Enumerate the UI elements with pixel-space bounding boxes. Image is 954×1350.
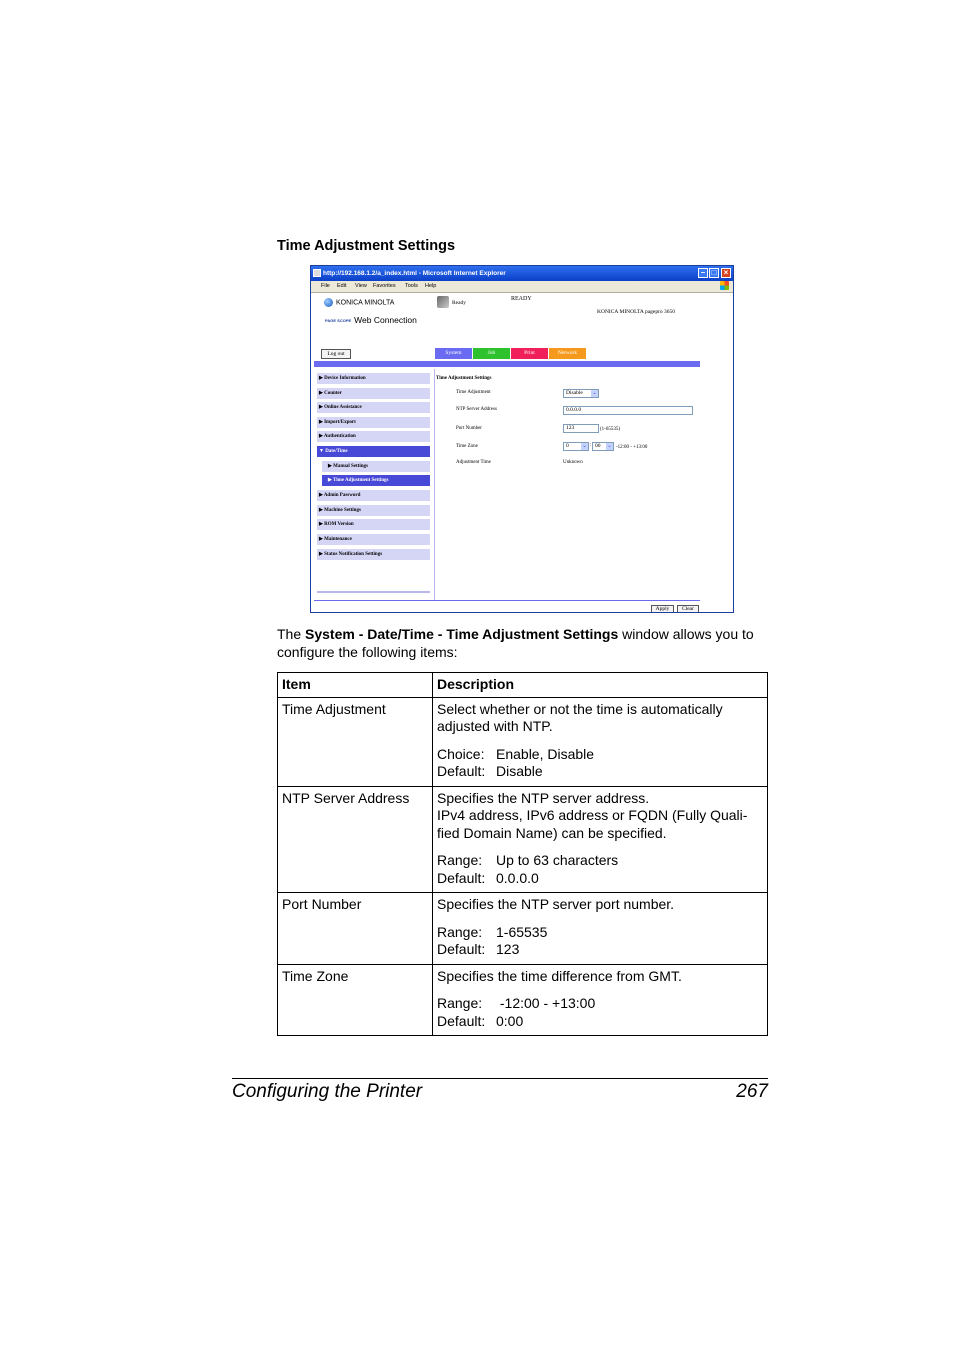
menu-view[interactable]: View xyxy=(355,283,367,289)
brand-name: KONICA MINOLTA xyxy=(336,299,395,307)
tab-print[interactable]: Print xyxy=(511,348,548,359)
menu-bar xyxy=(311,281,733,293)
description-text: Select whether or not the time is automatically adjusted with NTP. xyxy=(437,700,723,734)
web-connection-logo xyxy=(325,315,417,325)
sidebar-item-admin-password[interactable]: ▶ Admin Password xyxy=(317,490,430,501)
ie-icon xyxy=(313,269,321,277)
description-text: IPv4 address, IPv6 address or FQDN (Fully Quali-fied Domain Name) can be specified. xyxy=(437,807,748,841)
sidebar-item-rom-version[interactable]: ▶ ROM Version xyxy=(317,519,430,530)
label-ntp-server: NTP Server Address xyxy=(456,407,497,412)
port-range-hint: (1-65535) xyxy=(600,427,620,432)
sidebar-item-device-information[interactable]: ▶ Device Information xyxy=(317,373,430,384)
pagescope-badge: PAGE SCOPE xyxy=(325,317,352,323)
tab-job[interactable]: Job xyxy=(473,348,510,359)
sidebar-divider xyxy=(317,591,430,593)
tz-minute-select[interactable]: 00 ⌄ xyxy=(592,442,614,451)
sidebar-item-import-export[interactable]: ▶ Import/Export xyxy=(317,417,430,428)
description-values: Range: 1-65535 Default: 123 xyxy=(437,923,548,957)
description-values: Range: -12:00 - +13:00 Default: 0:00 xyxy=(437,995,596,1029)
browser-window xyxy=(310,265,734,613)
panel-divider xyxy=(434,369,435,601)
intro-bold: System - Date/Time - Time Adjustment Settings xyxy=(305,626,619,642)
printer-model: KONICA MINOLTA pagepro 3650 xyxy=(597,309,676,315)
menu-edit[interactable]: Edit xyxy=(337,283,347,289)
table-row xyxy=(278,893,768,965)
menu-file[interactable]: File xyxy=(321,283,330,289)
row-description xyxy=(433,697,768,786)
footer-rule xyxy=(232,1078,768,1079)
intro-prefix: The xyxy=(277,626,306,642)
clear-button[interactable]: Clear xyxy=(677,605,699,613)
ntp-server-input[interactable]: 0.0.0.0 xyxy=(563,406,693,415)
sidebar-item-online-assistance[interactable]: ▶ Online Assistance xyxy=(317,402,430,413)
row-item: NTP Server Address xyxy=(278,786,433,893)
chevron-down-icon: ⌄ xyxy=(582,444,587,449)
row-description xyxy=(433,964,768,1036)
sidebar-item-counter[interactable]: ▶ Counter xyxy=(317,388,430,399)
table-row xyxy=(278,786,768,893)
chevron-down-icon: ⌄ xyxy=(607,444,612,449)
printer-icon xyxy=(437,296,449,308)
maximize-icon[interactable]: □ xyxy=(709,268,719,278)
description-text: Specifies the time difference from GMT. xyxy=(437,967,682,984)
row-description xyxy=(433,786,768,893)
label-time-zone: Time Zone xyxy=(456,444,478,449)
header-divider xyxy=(314,361,700,367)
tz-hour-select[interactable]: 0 ⌄ xyxy=(563,442,589,451)
table-header-row xyxy=(278,673,768,698)
description-text: Specifies the NTP server address. xyxy=(437,789,650,806)
tz-separator: : xyxy=(590,443,592,448)
sidebar-item-authentication[interactable]: ▶ Authentication xyxy=(317,431,430,442)
row-description xyxy=(433,893,768,965)
browser-title: http://192.168.1.2/a_index.html - Microsoft Internet Explorer xyxy=(323,270,506,277)
row-item: Time Zone xyxy=(278,964,433,1036)
menu-favorites[interactable]: Favorites xyxy=(373,283,396,289)
description-text: Specifies the NTP server port number. xyxy=(437,896,675,912)
header-item: Item xyxy=(278,673,433,698)
footer-chapter-title: Configuring the Printer xyxy=(232,1081,423,1102)
tab-network[interactable]: Network xyxy=(549,348,586,359)
settings-table xyxy=(277,672,768,1036)
chevron-down-icon: ⌄ xyxy=(592,391,597,396)
sidebar-item-date-time[interactable]: ▼ Date/Time xyxy=(317,446,430,457)
sidebar-item-machine-settings[interactable]: ▶ Machine Settings xyxy=(317,505,430,516)
logout-button[interactable]: Log out xyxy=(321,349,351,359)
row-item: Port Number xyxy=(278,893,433,965)
label-time-adjustment: Time Adjustment xyxy=(456,390,491,395)
menu-help[interactable]: Help xyxy=(425,283,437,289)
sidebar-item-maintenance[interactable]: ▶ Maintenance xyxy=(317,534,430,545)
row-item: Time Adjustment xyxy=(278,697,433,786)
table-row xyxy=(278,964,768,1036)
label-adjustment-time: Adjustment Time xyxy=(456,460,491,465)
tz-range-hint: -12:00 - +13:00 xyxy=(616,445,648,450)
globe-icon xyxy=(324,298,333,307)
table-row xyxy=(278,697,768,786)
close-icon[interactable]: × xyxy=(721,268,731,278)
port-number-input[interactable]: 123 xyxy=(563,424,599,433)
status-ready: READY xyxy=(511,296,532,302)
time-adjustment-select[interactable]: Disable ⌄ xyxy=(563,389,599,398)
description-values: Choice: Enable, Disable Default: Disable xyxy=(437,745,595,779)
web-connection-text: Web Connection xyxy=(354,315,417,325)
sidebar-item-time-adjustment-settings[interactable]: ▶ Time Adjustment Settings xyxy=(322,475,430,486)
minimize-icon[interactable]: – xyxy=(698,268,708,278)
description-values: Range: Up to 63 characters Default: 0.0.0.0 xyxy=(437,852,619,886)
intro-suffix: window allows you to configure the following items: xyxy=(277,626,754,660)
header-description: Description xyxy=(433,673,768,698)
menu-tools[interactable]: Tools xyxy=(405,283,418,289)
footer-divider xyxy=(314,600,700,601)
page-content xyxy=(311,293,733,613)
sidebar-item-status-notification[interactable]: ▶ Status Notification Settings xyxy=(317,549,430,560)
windows-logo-icon xyxy=(720,281,729,290)
brand-logo xyxy=(324,298,394,307)
label-port-number: Port Number xyxy=(456,426,482,431)
page-number: 267 xyxy=(736,1081,768,1102)
status-small: Ready xyxy=(452,300,467,306)
adjustment-time-value: Unknown xyxy=(563,460,583,465)
section-title: Time Adjustment Settings xyxy=(277,238,456,254)
panel-title: Time Adjustment Settings xyxy=(436,376,492,381)
apply-button[interactable]: Apply xyxy=(651,605,674,613)
sidebar-item-manual-settings[interactable]: ▶ Manual Settings xyxy=(322,461,430,472)
browser-titlebar xyxy=(311,266,733,281)
intro-paragraph xyxy=(277,626,777,661)
tab-system[interactable]: System xyxy=(435,348,472,359)
